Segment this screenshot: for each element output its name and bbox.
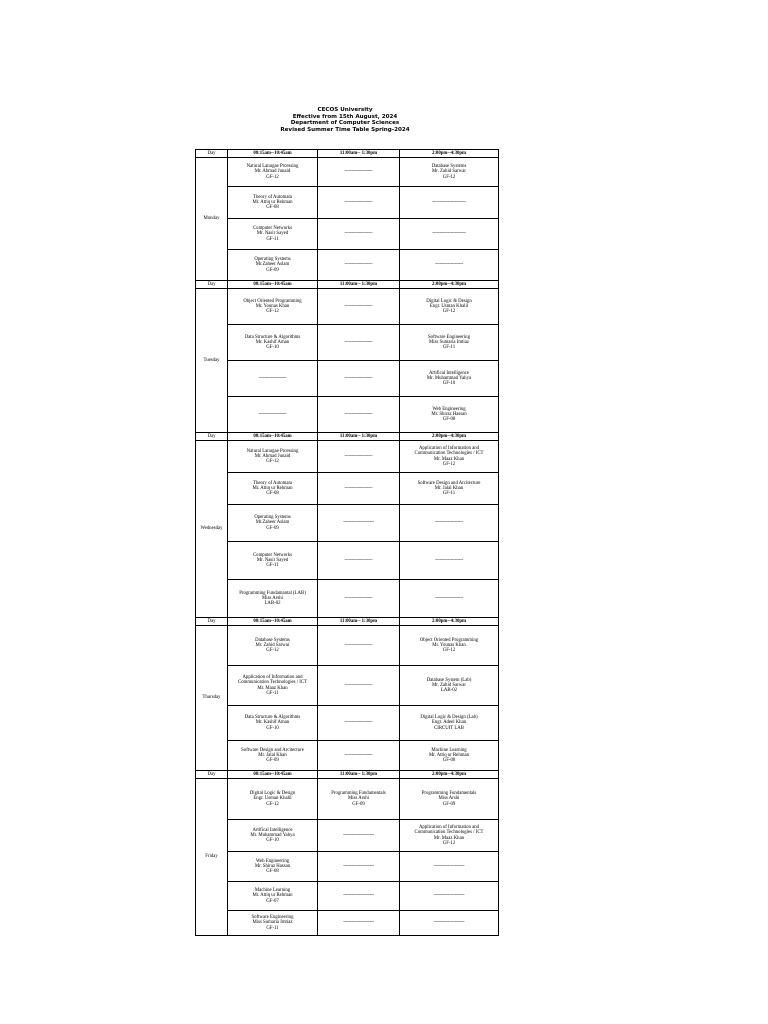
header-row (196, 433, 499, 441)
slot-line: Engr. Usman Khalil (253, 796, 292, 802)
time-slot-header: 2:00pm--4:30pm (400, 150, 499, 158)
slot-line: Engr. Adeel Khan (431, 720, 467, 726)
class-row (196, 219, 499, 250)
department-name: Department of Computer Sciences (290, 120, 400, 127)
slot-line: Data Structure & Algorithms (244, 334, 301, 340)
class-slot (228, 542, 318, 580)
slot-line: Mr. Zahid Sarwar (432, 169, 466, 175)
slot-line: Digital Logic & Design (426, 298, 472, 304)
empty-slot: -------------------- (318, 361, 400, 397)
slot-line: Mr. Jalal Khan (434, 485, 464, 491)
empty-slot: -------------------- (400, 542, 499, 580)
header-row (196, 618, 499, 626)
time-slot-header: 2:00pm--4:30pm (400, 618, 499, 626)
empty-slot: -------------------- (228, 361, 318, 397)
class-slot (318, 779, 400, 820)
slot-line: Mr. Kashif Aman (255, 339, 290, 345)
slot-line: GF-09 (266, 758, 279, 764)
slot-line: GF-08 (442, 417, 456, 423)
class-slot (400, 820, 499, 852)
slot-line: GF-11 (442, 491, 456, 497)
slot-line: Software Design and Arcitecture (417, 480, 481, 486)
header-row (196, 150, 499, 158)
empty-slot: ---------------------- (318, 911, 400, 936)
class-slot (400, 706, 499, 741)
class-slot (228, 250, 318, 281)
time-slot-header: 11:00am-- 1:30pm (318, 433, 400, 441)
empty-slot: -------------------- (318, 187, 400, 219)
class-slot (400, 473, 499, 505)
empty-slot: ---------------------- (400, 911, 499, 936)
day-name: Friday (196, 779, 228, 936)
class-row (196, 158, 499, 187)
day-name: Monday (196, 158, 228, 281)
slot-line: GF-12 (442, 174, 456, 180)
day-column-header: Day (196, 433, 228, 441)
slot-line: Application of Information and (418, 445, 480, 451)
empty-slot: -------------------- (400, 505, 499, 542)
slot-line: Database Systems (431, 164, 467, 170)
slot-line: GF-12 (266, 309, 279, 315)
slot-line: Mr. Ahmad Junaid (254, 169, 291, 175)
class-slot (228, 187, 318, 219)
class-slot (228, 219, 318, 250)
class-slot (228, 441, 318, 473)
slot-line: Digital Logic & Design (249, 791, 296, 797)
slot-line: GF-11 (266, 236, 279, 242)
slot-line: Mr.Zaheer Aslam (255, 262, 290, 268)
time-slot-header: 11:00am-- 1:30pm (318, 618, 400, 626)
class-row (196, 187, 499, 219)
slot-line: Mr. Muhammad Yahya (426, 375, 472, 381)
class-row (196, 250, 499, 281)
slot-line: GF-12 (266, 648, 279, 654)
slot-line: GF-09 (266, 267, 279, 273)
empty-slot: -------------------- (318, 473, 400, 505)
slot-line: GF-10 (442, 381, 456, 387)
class-slot (228, 580, 318, 618)
time-slot-header: 2:00pm--4:30pm (400, 771, 499, 779)
timetable (195, 149, 499, 936)
slot-line: Application of Information and (418, 824, 480, 830)
empty-slot: ------------------------ (400, 219, 499, 250)
empty-slot: ---------------------- (400, 852, 499, 882)
empty-slot: -------------------- (318, 325, 400, 361)
class-row (196, 397, 499, 433)
empty-slot: -------------------- (228, 397, 318, 433)
slot-line: Operating Systems (254, 257, 291, 263)
slot-line: Natural Lanugae Prcessing (246, 448, 299, 454)
empty-slot: ---------------------- (318, 820, 400, 852)
class-row (196, 626, 499, 666)
empty-slot: ---------------------- (318, 882, 400, 911)
class-slot (400, 441, 499, 473)
slot-line: GF-11 (266, 690, 279, 696)
slot-line: Mr. Zahid Sarwar (255, 642, 290, 648)
slot-line: GF-10 (266, 725, 279, 731)
slot-line: Natural Lanugae Prcessing (246, 164, 299, 170)
class-slot (228, 473, 318, 505)
slot-line: Application of Information and (242, 674, 303, 680)
slot-line: Mr. Maaz Khan (433, 835, 465, 841)
slot-line: Theory of Automata (253, 194, 292, 200)
slot-line: Programming Fundamantal (LAB) (239, 590, 306, 596)
empty-slot: ---------------------- (318, 852, 400, 882)
time-slot-header: 08:15am--10:45am (228, 433, 318, 441)
slot-line: Mr. Kashif Aman (255, 720, 290, 726)
class-row (196, 882, 499, 911)
slot-line: Mr. Shiraz Hassan (254, 863, 291, 869)
day-name: Thursday (196, 626, 228, 771)
empty-slot: -------------------- (318, 706, 400, 741)
class-slot (228, 911, 318, 936)
empty-slot: -------------------- (318, 580, 400, 618)
slot-line: GF-12 (442, 461, 456, 467)
slot-line: Data Structure & Algorithms (244, 715, 301, 721)
slot-line: GF-11 (266, 925, 279, 931)
time-slot-header: 2:00pm--4:30pm (400, 433, 499, 441)
empty-slot: -------------------- (400, 250, 499, 281)
class-row (196, 473, 499, 505)
class-row (196, 505, 499, 542)
class-row (196, 820, 499, 852)
class-slot (400, 289, 499, 325)
slot-line: Computer Networks (252, 552, 293, 558)
slot-line: Mr. Nasir Sayed (256, 557, 289, 563)
day-column-header: Day (196, 771, 228, 779)
slot-line: GF-07 (266, 898, 279, 904)
class-slot (228, 779, 318, 820)
day-column-header: Day (196, 281, 228, 289)
slot-line: GF-10 (266, 345, 279, 351)
time-slot-header: 11:00am-- 1:30pm (318, 150, 400, 158)
slot-line: Machine Learning (431, 747, 467, 753)
slot-line: GF-12 (266, 459, 279, 465)
slot-line: Object Oriented Programming (419, 637, 479, 643)
slot-line: CIRCUIT LAB (434, 725, 464, 731)
slot-line: Communication Technologies / ICT (414, 830, 484, 836)
slot-line: Mr. Attiq ur Rehman (429, 752, 469, 758)
slot-line: Software Engineering (428, 334, 470, 340)
slot-line: Mr. Zahid Sarwar (432, 682, 466, 688)
header-row (196, 771, 499, 779)
time-slot-header: 08:15am--10:45am (228, 150, 318, 158)
timetable-header (0, 107, 690, 133)
slot-line: Programming Fundamentals (331, 791, 386, 797)
slot-line: GF-10 (266, 838, 279, 844)
slot-line: GF-12 (442, 309, 456, 315)
class-slot (400, 666, 499, 706)
class-slot (228, 666, 318, 706)
class-slot (400, 361, 499, 397)
class-row (196, 542, 499, 580)
slot-line: GF-12 (266, 801, 279, 807)
university-name: CECOS University (317, 107, 373, 113)
slot-line: Object Oriented Programming (243, 298, 302, 304)
header-row (196, 281, 499, 289)
slot-line: Mr. Attiq ur Rehman (252, 485, 293, 491)
class-slot (228, 289, 318, 325)
time-slot-header: 08:15am--10:45am (228, 281, 318, 289)
empty-slot: -------------------- (318, 158, 400, 187)
slot-line: Mr. Ahmad Junaid (254, 453, 291, 459)
class-row (196, 779, 499, 820)
slot-line: Database System (Lab) (426, 677, 472, 683)
empty-slot: -------------------- (318, 397, 400, 433)
empty-slot: -------------------- (318, 219, 400, 250)
empty-slot: -------------------- (318, 250, 400, 281)
class-row (196, 441, 499, 473)
empty-slot: ---------------------- (400, 882, 499, 911)
empty-slot: -------------------- (318, 626, 400, 666)
slot-line: Mr. Younas Khan (255, 303, 290, 309)
class-slot (228, 741, 318, 771)
class-slot (400, 397, 499, 433)
slot-line: GF-12 (442, 648, 456, 654)
slot-line: Mr. Maaz Khan (257, 685, 288, 691)
slot-line: Machine Learning (254, 888, 291, 894)
class-slot (400, 626, 499, 666)
slot-line: LAB-02 (441, 688, 457, 694)
class-row (196, 911, 499, 936)
slot-line: Software Design and Arcitecture (241, 747, 304, 753)
empty-slot: -------------------- (318, 542, 400, 580)
time-slot-header: 11:00am-- 1:30pm (318, 281, 400, 289)
slot-line: GF-11 (266, 563, 279, 569)
slot-line: Mr. Nasir Sayed (256, 231, 289, 237)
class-row (196, 741, 499, 771)
class-slot (228, 882, 318, 911)
slot-line: Web Engineering (432, 406, 466, 412)
empty-slot: -------------------- (318, 666, 400, 706)
empty-slot: ---------------------- (318, 505, 400, 542)
slot-line: Software Engineering (251, 915, 294, 921)
slot-line: Web Engineering (255, 858, 290, 864)
slot-line: Database Systems (255, 637, 290, 643)
slot-line: Mr. Younas Khan (432, 642, 466, 648)
class-slot (228, 505, 318, 542)
class-row (196, 289, 499, 325)
time-slot-header: 11:00am-- 1:30pm (318, 771, 400, 779)
class-row (196, 361, 499, 397)
slot-line: Artifical Intelligence (428, 370, 470, 376)
class-row (196, 325, 499, 361)
slot-line: Miss Sumaria Imtiaz (252, 920, 293, 926)
effective-date: Effective from 15th August, 2024 (292, 113, 398, 120)
slot-line: Mr. Attiq ur Rehman (252, 893, 293, 899)
day-column-header: Day (196, 150, 228, 158)
empty-slot: -------------------- (318, 441, 400, 473)
time-slot-header: 08:15am--10:45am (228, 618, 318, 626)
slot-line: Mr. Jalal Khan (258, 752, 287, 758)
slot-line: Mr. Maaz Khan (433, 456, 465, 462)
slot-line: Theory of Automata (253, 480, 292, 486)
class-slot (228, 852, 318, 882)
slot-line: Mr. Attiq ur Rehman (252, 199, 293, 205)
slot-line: GF-11 (442, 345, 456, 351)
slot-line: Mr. Muhammad Yahya (250, 832, 295, 838)
slot-line: GF-08 (266, 869, 279, 875)
slot-line: Communication Technologies / ICT (238, 680, 307, 686)
day-column-header: Day (196, 618, 228, 626)
timetable-title: Revised Summer Time Table Spring-2024 (280, 126, 410, 133)
slot-line: GF-08 (266, 491, 279, 497)
class-row (196, 706, 499, 741)
class-slot (400, 325, 499, 361)
day-name: Wednesday (196, 441, 228, 618)
time-slot-header: 2:00pm--4:30pm (400, 281, 499, 289)
slot-line: LAB-02 (264, 601, 281, 607)
slot-line: Digital Logic & Design (Lab) (420, 715, 478, 721)
class-slot (228, 706, 318, 741)
class-row (196, 580, 499, 618)
class-row (196, 852, 499, 882)
slot-line: Artifical Intelligence (252, 827, 293, 833)
class-slot (400, 741, 499, 771)
slot-line: GF-12 (266, 174, 279, 180)
class-row (196, 666, 499, 706)
slot-line: GF-12 (442, 840, 456, 846)
slot-line: Miss Arshi (348, 796, 369, 802)
time-slot-header: 08:15am--10:45am (228, 771, 318, 779)
empty-slot: -------------------- (318, 289, 400, 325)
class-slot (228, 158, 318, 187)
slot-line: GF-09 (442, 801, 456, 807)
slot-line: GF-09 (352, 801, 365, 807)
empty-slot: -------------------- (318, 741, 400, 771)
slot-line: Operating Systems (254, 515, 291, 521)
slot-line: Programming Fundamentals (421, 791, 477, 797)
class-slot (228, 820, 318, 852)
class-slot (228, 626, 318, 666)
slot-line: GF-09 (266, 525, 279, 531)
empty-slot: ------------------------ (400, 187, 499, 219)
slot-line: Mr.Zaheer Aslam (255, 520, 290, 526)
slot-line: Mr. Shiraz Hassan (431, 411, 467, 417)
slot-line: Miss Arshi (438, 796, 460, 802)
slot-line: Engr. Usman Khalil (429, 303, 469, 309)
slot-line: Miss Sumaria Imtiaz (429, 339, 469, 345)
day-name: Tuesday (196, 289, 228, 433)
slot-line: GF-08 (266, 205, 279, 211)
slot-line: Miss Arshi (262, 595, 283, 601)
slot-line: Communication Technologies / ICT (414, 451, 484, 457)
class-slot (400, 779, 499, 820)
slot-line: GF-08 (442, 758, 456, 764)
class-slot (228, 325, 318, 361)
empty-slot: -------------------- (400, 580, 499, 618)
slot-line: Computer Networks (252, 226, 293, 232)
class-slot (400, 158, 499, 187)
